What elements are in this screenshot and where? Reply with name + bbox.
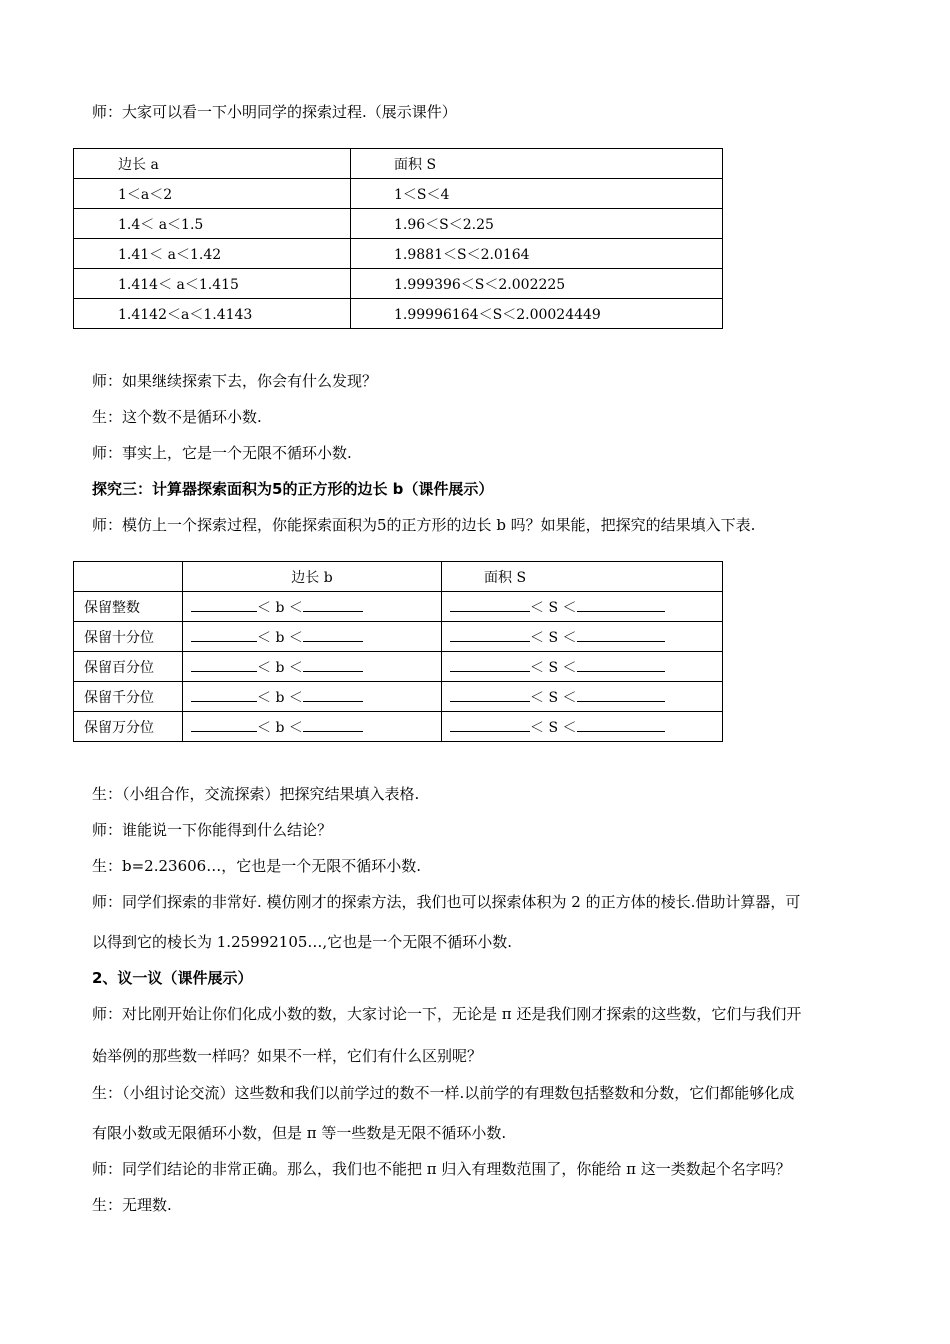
table-cell: 1＜a＜2 (74, 179, 351, 209)
answer-blank[interactable] (450, 597, 530, 612)
table-square-root-2 (73, 148, 723, 329)
table-row (74, 239, 723, 269)
inequality-text: ＜ S ＜ (530, 689, 577, 706)
blank-cell-s (442, 652, 723, 682)
row-label: 保留千分位 (74, 682, 183, 712)
blank-cell-s (442, 682, 723, 712)
blank-cell-b (183, 712, 442, 742)
inequality-text: ＜ b ＜ (257, 689, 303, 706)
inequality-text: ＜ S ＜ (530, 629, 577, 646)
answer-blank[interactable] (450, 687, 530, 702)
answer-blank[interactable] (191, 627, 257, 642)
dialogue-line: 有限小数或无限循环小数，但是 π 等一些数是无限不循环小数. (92, 1124, 507, 1142)
inequality-text: ＜ b ＜ (257, 719, 303, 736)
dialogue-line: 师：对比刚开始让你们化成小数的数，大家讨论一下，无论是 π 还是我们刚才探索的这些数，它们与我们开 (92, 1005, 802, 1023)
dialogue-line: 生：这个数不是循环小数. (92, 408, 262, 426)
blank-cell-s (442, 622, 723, 652)
blank-cell-b (183, 652, 442, 682)
intro-paragraph: 师：大家可以看一下小明同学的探索过程.（展示课件） (92, 103, 457, 121)
inequality-text: ＜ S ＜ (530, 599, 577, 616)
answer-blank[interactable] (577, 657, 665, 672)
answer-blank[interactable] (577, 627, 665, 642)
dialogue-line: 生：（小组合作，交流探索）把探究结果填入表格. (92, 785, 420, 803)
row-label: 保留万分位 (74, 712, 183, 742)
table-cell: 1.4＜ a＜1.5 (74, 209, 351, 239)
table-cell: 1.414＜ a＜1.415 (74, 269, 351, 299)
table-cell: 1.96＜S＜2.25 (351, 209, 723, 239)
section-title-explore-3: 探究三：计算器探索面积为5的正方形的边长 b（课件展示） (92, 480, 494, 498)
blank-cell-b (183, 682, 442, 712)
blank-cell-s (442, 592, 723, 622)
answer-blank[interactable] (191, 657, 257, 672)
table-row (74, 622, 723, 652)
answer-blank[interactable] (191, 597, 257, 612)
answer-blank[interactable] (303, 657, 363, 672)
table-row (74, 712, 723, 742)
dialogue-line: 师：谁能说一下你能得到什么结论？ (92, 821, 333, 839)
table-fill-in-sqrt5 (73, 561, 723, 742)
answer-blank[interactable] (303, 687, 363, 702)
table-header-cell (74, 562, 183, 592)
table-row (74, 592, 723, 622)
dialogue-line: 以得到它的棱长为 1.25992105…,它也是一个无限不循环小数. (92, 933, 512, 951)
dialogue-line: 生：无理数. (92, 1196, 172, 1214)
table-cell: 1.4142＜a＜1.4143 (74, 299, 351, 329)
table-row (74, 179, 723, 209)
dialogue-line: 师：同学们探索的非常好. 模仿刚才的探索方法，我们也可以探索体积为 2 的正方体的棱长.借助计算器，可 (92, 893, 801, 911)
table-header-cell: 边长 a (74, 149, 351, 179)
inequality-text: ＜ b ＜ (257, 659, 303, 676)
inequality-text: ＜ b ＜ (257, 599, 303, 616)
section-title-discuss: 2、议一议（课件展示） (92, 969, 253, 987)
dialogue-line: 师：如果继续探索下去，你会有什么发现？ (92, 372, 378, 390)
table-row (74, 269, 723, 299)
answer-blank[interactable] (191, 717, 257, 732)
dialogue-line: 始举例的那些数一样吗？如果不一样，它们有什么区别呢？ (92, 1047, 483, 1065)
answer-blank[interactable] (303, 627, 363, 642)
answer-blank[interactable] (191, 687, 257, 702)
table-row (74, 299, 723, 329)
table-header-cell: 面积 S (351, 149, 723, 179)
answer-blank[interactable] (577, 717, 665, 732)
table-cell: 1.99996164＜S＜2.00024449 (351, 299, 723, 329)
dialogue-line: 生：b=2.23606…，它也是一个无限不循环小数. (92, 857, 421, 875)
table-header-cell: 面积 S (442, 562, 723, 592)
dialogue-line: 生：（小组讨论交流）这些数和我们以前学过的数不一样.以前学的有理数包括整数和分数，它们都能够化成 (92, 1084, 795, 1102)
answer-blank[interactable] (303, 597, 363, 612)
inequality-text: ＜ b ＜ (257, 629, 303, 646)
dialogue-line: 师：事实上，它是一个无限不循环小数. (92, 444, 352, 462)
table-cell: 1＜S＜4 (351, 179, 723, 209)
inequality-text: ＜ S ＜ (530, 659, 577, 676)
table-header-row (74, 149, 723, 179)
table-row (74, 209, 723, 239)
answer-blank[interactable] (450, 657, 530, 672)
table-cell: 1.41＜ a＜1.42 (74, 239, 351, 269)
row-label: 保留十分位 (74, 622, 183, 652)
table-header-cell: 边长 b (183, 562, 442, 592)
blank-cell-b (183, 592, 442, 622)
inequality-text: ＜ S ＜ (530, 719, 577, 736)
blank-cell-s (442, 712, 723, 742)
answer-blank[interactable] (303, 717, 363, 732)
row-label: 保留整数 (74, 592, 183, 622)
answer-blank[interactable] (450, 717, 530, 732)
answer-blank[interactable] (450, 627, 530, 642)
table-cell: 1.999396＜S＜2.002225 (351, 269, 723, 299)
table-row (74, 682, 723, 712)
dialogue-line: 师：同学们结论的非常正确。那么，我们也不能把 π 归入有理数范围了，你能给 π 这一类数起个名字吗？ (92, 1160, 791, 1178)
section-intro: 师：模仿上一个探索过程，你能探索面积为5的正方形的边长 b 吗？如果能，把探究的结果填入下表. (92, 516, 756, 534)
row-label: 保留百分位 (74, 652, 183, 682)
table-cell: 1.9881＜S＜2.0164 (351, 239, 723, 269)
blank-cell-b (183, 622, 442, 652)
table-row (74, 652, 723, 682)
answer-blank[interactable] (577, 687, 665, 702)
table-header-row (74, 562, 723, 592)
answer-blank[interactable] (577, 597, 665, 612)
